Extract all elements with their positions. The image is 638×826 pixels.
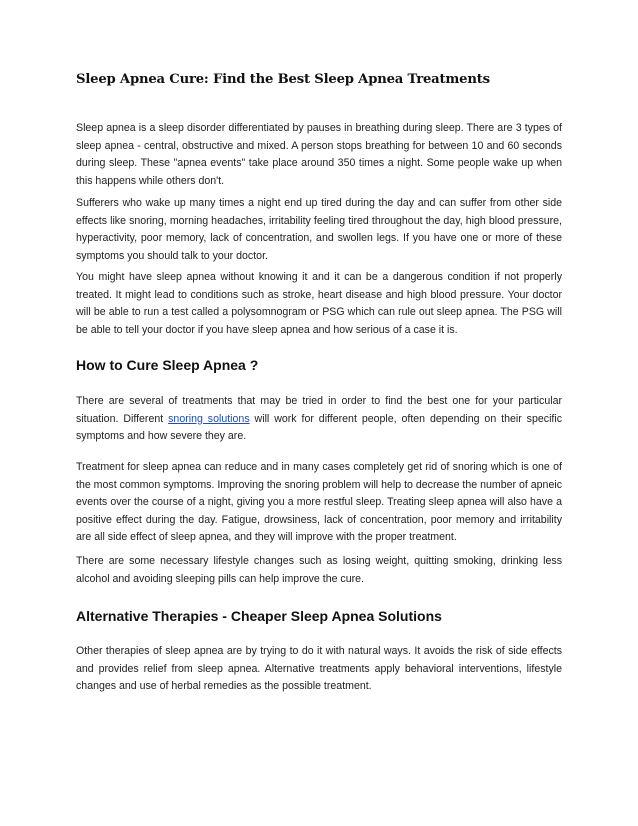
intro-paragraph-2: Sufferers who wake up many times a night end up tired during the day and can suffer from other side effects like snoring, morning headaches, irritability feeling tired throughout the day, high blood pressure, hyperactivity, poor memory, lack of concentration, and swollen legs. If you have one or more of these symptoms you should talk to your doctor. [76,197,562,262]
cure-paragraph-2: Treatment for sleep apnea can reduce and in many cases completely get rid of snoring which is one of the most common symptoms. Improving the snoring problem will help to decrease the number of apneic events over the course of a night, giving you a more restful sleep. Treating sleep apnea will also have a positive effect during the day. Fatigue, drowsiness, lack of concentration, poor memory and irritability are all side effect of sleep apnea, and they will improve with the proper treatment. [76,461,562,544]
intro-paragraph-3: You might have sleep apnea without knowing it and it can be a dangerous condition if not properly treated. It might lead to conditions such as stroke, heart disease and high blood pressure. Your doctor will be able to run a test called a polysomnogram or PSG which can rule out sleep apnea. The PSG will be able to tell your doctor if you have sleep apnea and how serious of a case it is. [76,271,562,336]
section-heading-alternative: Alternative Therapies - Cheaper Sleep Apnea Solutions [76,608,442,624]
cure-paragraph-3: There are some necessary lifestyle changes such as losing weight, quitting smoking, drinking less alcohol and avoiding sleeping pills can help improve the cure. [76,555,562,585]
cure-paragraph-1 [76,393,562,446]
document-title: Sleep Apnea Cure: Find the Best Sleep Apnea Treatments [76,72,490,87]
section-heading-cure: How to Cure Sleep Apnea ? [76,357,259,373]
snoring-solutions-link[interactable]: snoring solutions [168,412,250,425]
intro-paragraph-1: Sleep apnea is a sleep disorder differentiated by pauses in breathing during sleep. There are 3 types of sleep apnea - central, obstructive and mixed. A person stops breathing for between 10 and 60 seconds during sleep. These "apnea events" take place around 350 times a night. Some people wake up when this happens while others don't. [76,122,562,187]
alternative-paragraph-1: Other therapies of sleep apnea are by trying to do it with natural ways. It avoids the risk of side effects and provides relief from sleep apnea. Alternative treatments apply behavioral interventions, lifestyle changes and use of herbal remedies as the possible treatment. [76,645,562,693]
cure-paragraph-1-text-b: will work for different people, often depending on their specific symptoms and how severe they are. [76,412,563,443]
cure-paragraph-1-text-a: There are several of treatments that may be tried in order to find the best one for your particular situation. Different [76,395,562,425]
